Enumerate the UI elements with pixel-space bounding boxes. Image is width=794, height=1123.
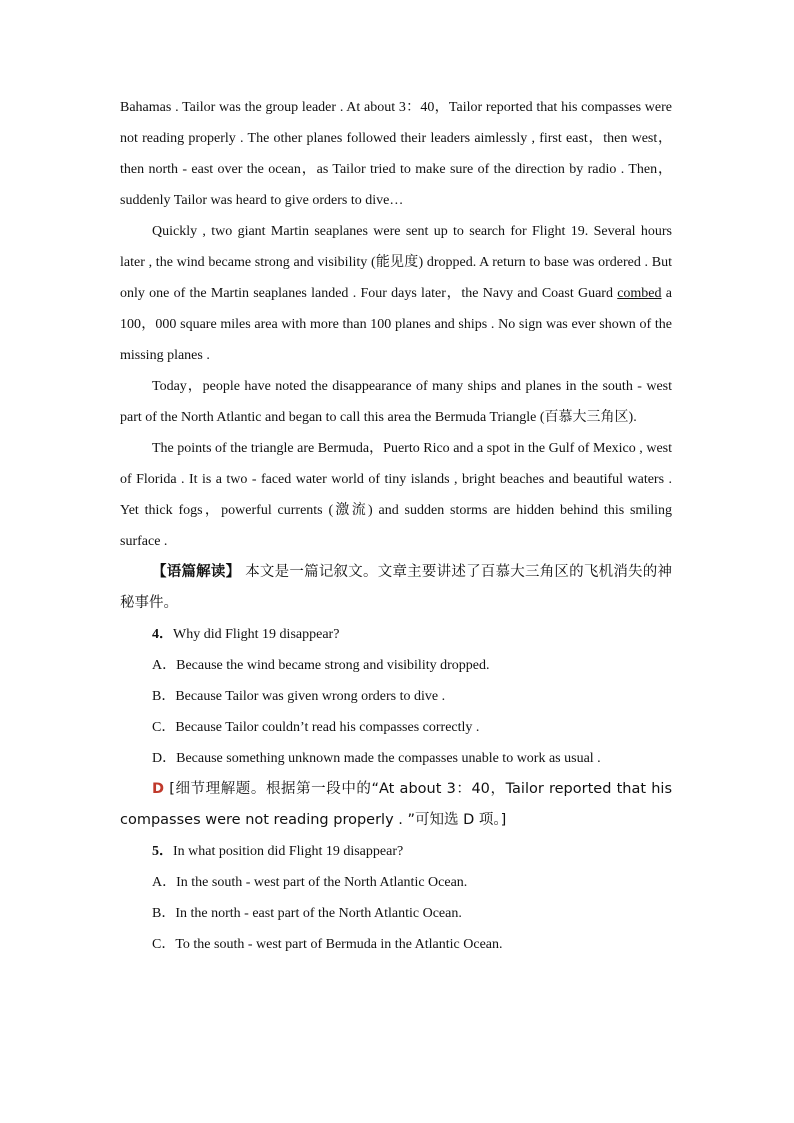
- document-body: [120, 92, 672, 960]
- underlined-word-combed: combed: [617, 286, 662, 301]
- question-5-text: In what position did Flight 19 disappear?: [173, 844, 404, 859]
- analysis-label: 【语篇解读】: [152, 564, 241, 580]
- passage-paragraph-2-end: a 100，000 square miles area with more than 100 planes and ships . No sign was ever shown of the missing planes .: [120, 286, 672, 363]
- question-5-option-b: B．In the north - east part of the North Atlantic Ocean.: [152, 906, 462, 921]
- passage-paragraph-4: The points of the triangle are Bermuda，Puerto Rico and a spot in the Gulf of Mexico , west of Florida . It is a two - faced water world of tiny islands , bright beaches and beautiful waters . Yet thick fogs，powerful currents (激流) and sudden storms are hidden behind this smiling surface .: [120, 441, 672, 549]
- analysis-paragraph: [120, 557, 672, 619]
- question-4-option-a: A．Because the wind became strong and visibility dropped.: [152, 658, 490, 673]
- passage-paragraph-1: Bahamas . Tailor was the group leader . At about 3：40，Tailor reported that his compasses were not reading properly . The other planes followed their leaders aimlessly , first east，then west，then north - east over the ocean，as Tailor tried to make sure of the direction by radio . Then，suddenly Tailor was heard to give orders to dive…: [120, 100, 672, 208]
- question-4-option-c: C．Because Tailor couldn’t read his compasses correctly .: [152, 720, 480, 735]
- question-4-answer: [120, 774, 672, 836]
- question-4-option-d: D．Because something unknown made the compasses unable to work as usual .: [152, 751, 601, 766]
- passage-paragraph-3: Today，people have noted the disappearance of many ships and planes in the south - west part of the North Atlantic and began to call this area the Bermuda Triangle (百慕大三角区).: [120, 379, 672, 425]
- question-5-number: 5．: [152, 844, 173, 859]
- question-4-option-b: B．Because Tailor was given wrong orders to dive .: [152, 689, 446, 704]
- question-5-option-c: C．To the south - west part of Bermuda in the Atlantic Ocean.: [152, 937, 503, 952]
- question-4: [120, 619, 672, 650]
- passage-paragraph-2-start: Quickly , two giant Martin seaplanes were sent up to search for Flight 19. Several hours later , the wind became strong and visibility (能见度) dropped. A return to base was ordered . But only one of the Martin seaplanes landed . Four days later，the Navy and Coast Guard: [120, 224, 672, 301]
- analysis-text: 本文是一篇记叙文。文章主要讲述了百慕大三角区的飞机消失的神秘事件。: [120, 564, 673, 611]
- answer-letter: D: [152, 781, 165, 797]
- question-5: [120, 836, 672, 867]
- passage-paragraph-2: [120, 216, 672, 371]
- question-4-text: Why did Flight 19 disappear?: [173, 627, 340, 642]
- answer-explanation: [细节理解题。根据第一段中的“At about 3：40，Tailor reported that his compasses were not reading properly . ”可知选 D 项。]: [120, 781, 672, 828]
- question-4-number: 4．: [152, 627, 173, 642]
- question-5-option-a: A．In the south - west part of the North Atlantic Ocean.: [152, 875, 468, 890]
